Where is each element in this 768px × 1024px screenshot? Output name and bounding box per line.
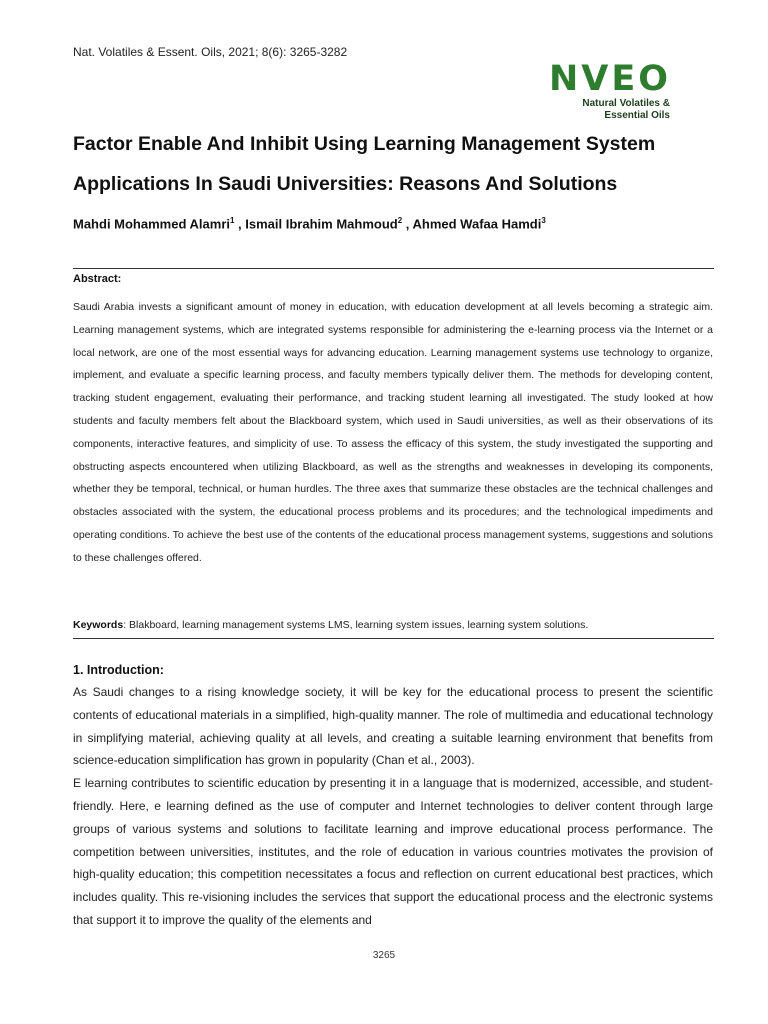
paragraph: E learning contributes to scientific education by presenting it in a language that is modernized, accessible, and student-friendly. Here, e learning defined as the use of computer and Internet technologies to deliver content through large groups of various systems and solutions to facilitate learning and improve educational process performance. The competition between universities, institutes, and the role of education in various countries motivates the provision of high-quality education; this competition necessitates a focus and reflection on current educational best practices, which includes quality. This re-visioning includes the services that support the educational process and the electronic systems that support it to improve the quality of the elements and [73, 776, 713, 927]
abstract-text: Saudi Arabia invests a significant amount of money in education, with education development at all levels becoming a strategic aim. Learning management systems, which are integrated systems responsible for administering the e-learning process via the Internet or a local network, are one of the most essential ways for advancing education. Learning management systems use technology to organize, implement, and evaluate a specific learning process, and faculty members typically deliver them. The methods for developing content, tracking student engagement, evaluating their performance, and tracking student learning all investigated. The study looked at how students and faculty members felt about the Blackboard system, which used in Saudi universities, as well as their observations of its components, interactive features, and simplicity of use. To assess the efficacy of this system, the study investigated the supporting and obstructing aspects encountered when utilizing Blackboard, as well as the strengths and weaknesses in developing its components, whether they be temporal, technical, or human hurdles. The three axes that summarize these obstacles are the technical challenges and obstacles associated with the system, the educational process problems and its procedures; and the technological impediments and operating conditions. To achieve the best use of the contents of the educational process management systems, suggestions and solutions to these challenges offered. [73, 301, 713, 564]
author-list: Mahdi Mohammed Alamri$^1$ , Ismail Ibrahim Mahmoud$^2$ , Ahmed Wafaa Hamdi$^3$ [73, 216, 546, 232]
divider-bottom [73, 638, 714, 639]
logo-line-2: Essential Oils [604, 110, 670, 121]
journal-citation: Nat. Volatiles & Essent. Oils, 2021; 8(6): 3265-3282 [73, 45, 348, 59]
author-name: Ismail Ibrahim Mahmoud [245, 216, 398, 232]
keywords-label: Keywords [73, 619, 124, 631]
paper-title: Factor Enable And Inhibit Using Learning Management System Applications In Saudi Universities: Reasons And Solutions [73, 133, 656, 195]
logo-line-1: Natural Volatiles & [582, 98, 670, 109]
abstract-label: Abstract: [73, 273, 122, 285]
divider-top [73, 268, 714, 269]
introduction-body [73, 681, 713, 932]
page-number: 3265 [372, 950, 396, 961]
section-heading: 1. Introduction: [73, 663, 164, 677]
author-affiliation: 2 [397, 216, 403, 225]
author-affiliation: 3 [541, 216, 546, 225]
author-affiliation: 1 [229, 216, 235, 225]
journal-logo [540, 60, 680, 122]
logo-mark: NVEO [548, 59, 672, 99]
author-name: Mahdi Mohammed Alamri [73, 216, 230, 232]
keywords [73, 619, 588, 631]
keywords-text: : Blakboard, learning management systems LMS, learning system issues, learning system solutions. [123, 619, 589, 631]
author-name: Ahmed Wafaa Hamdi [412, 216, 542, 232]
paragraph: As Saudi changes to a rising knowledge society, it will be key for the educational process to present the scientific contents of educational materials in a simplified, high-quality manner. The role of multimedia and educational technology in simplifying material, achieving quality at all levels, and creating a suitable learning environment that benefits from science-education simplification has grown in popularity (Chan et al., 2003). [73, 685, 713, 768]
